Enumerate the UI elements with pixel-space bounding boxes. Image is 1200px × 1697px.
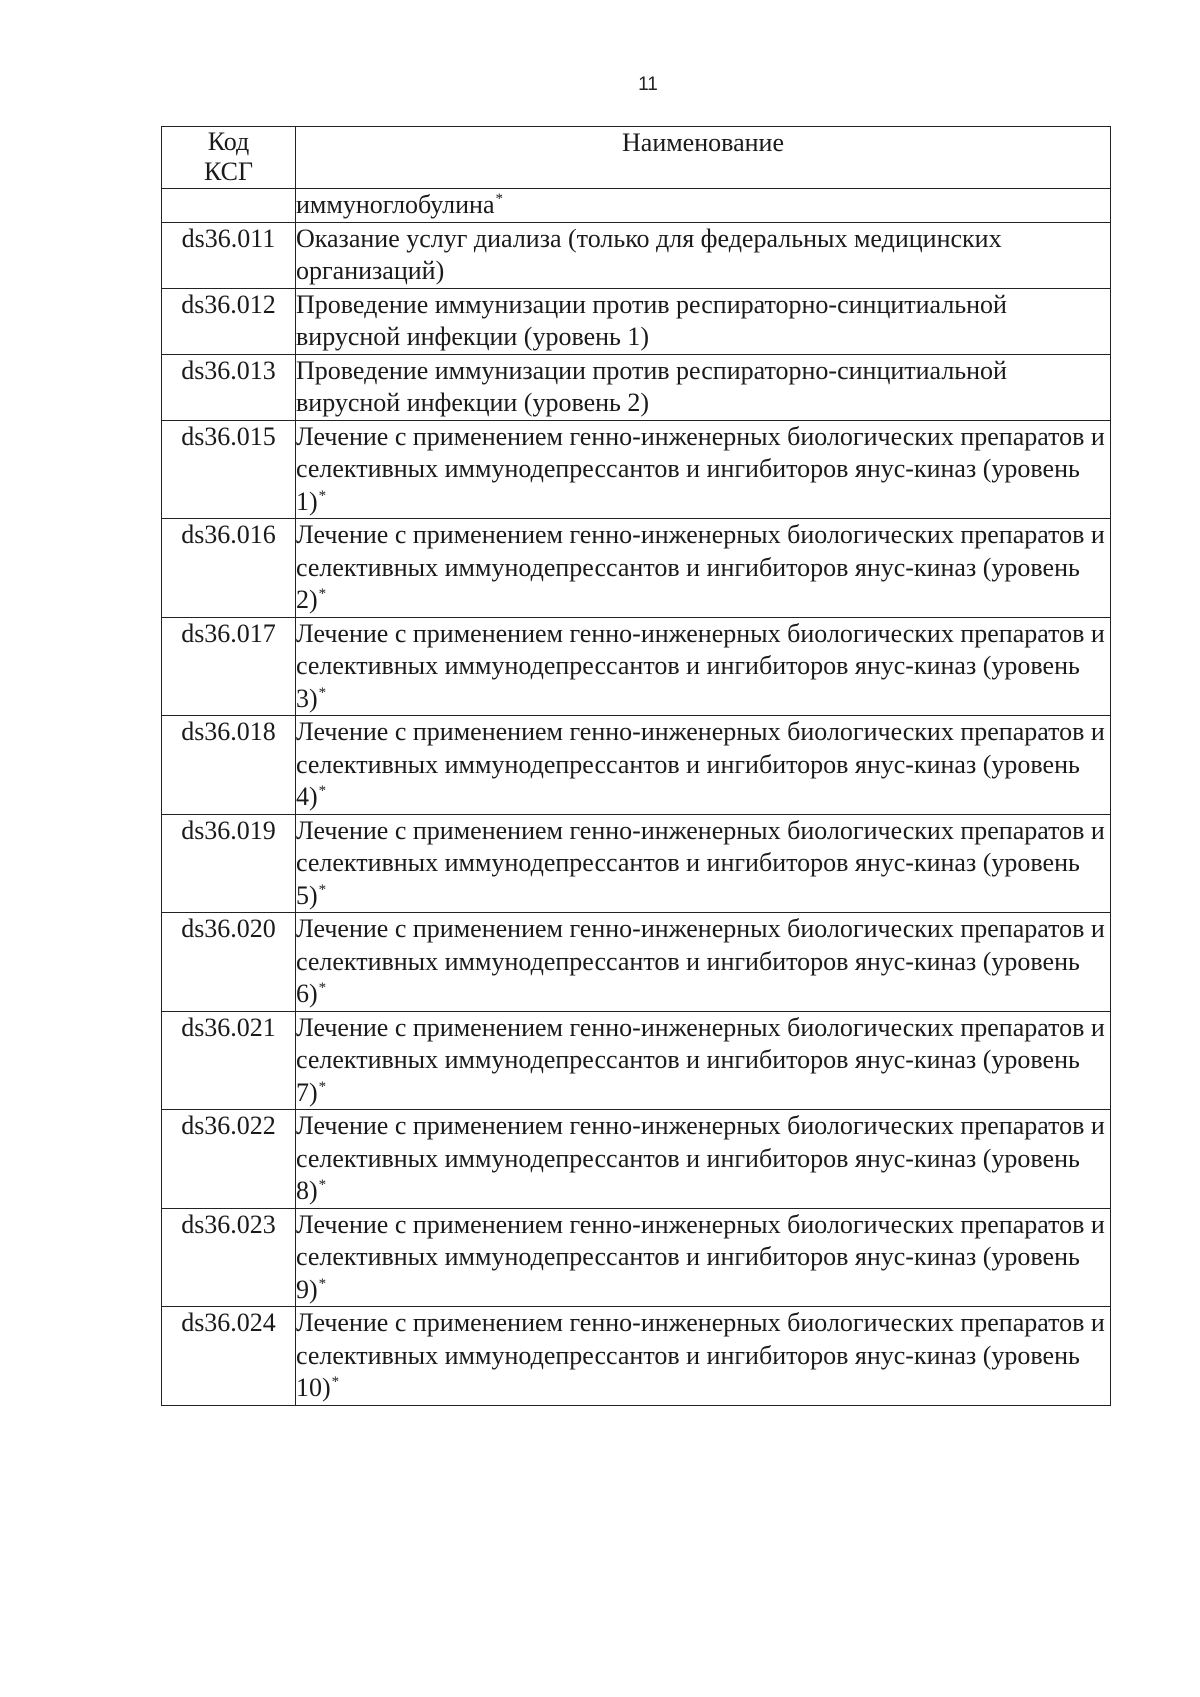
ksg-name-cell (296, 913, 1111, 1012)
footnote-marker: * (318, 783, 327, 800)
ksg-code: ds36.021 (162, 1011, 296, 1110)
ksg-name: Лечение с применением генно-инженерных биологических препаратов и селективных иммунодепрессантов и ингибиторов янус-киназ (уровень 4) (296, 717, 1105, 811)
ksg-name: Лечение с применением генно-инженерных биологических препаратов и селективных иммунодепрессантов и ингибиторов янус-киназ (уровень 5) (296, 815, 1105, 910)
ksg-code: ds36.019 (162, 814, 296, 913)
header-code-line1: Код (207, 127, 250, 156)
ksg-table (161, 126, 1111, 1406)
page-number: 11 (638, 74, 658, 95)
ksg-name-cell (296, 354, 1111, 420)
ksg-code: ds36.016 (162, 519, 296, 618)
footnote-marker: * (318, 684, 327, 701)
footnote-marker: * (331, 1374, 340, 1391)
ksg-name: Проведение иммунизации против респираторно-синцитиальной вирусной инфекции (уровень 2) (296, 355, 1007, 417)
ksg-code: ds36.022 (162, 1110, 296, 1209)
ksg-code: ds36.017 (162, 617, 296, 716)
ksg-code: ds36.011 (162, 222, 296, 288)
footnote-marker: * (318, 586, 327, 603)
header-code (162, 127, 296, 189)
ksg-code: ds36.020 (162, 913, 296, 1012)
table-row (162, 1110, 1111, 1209)
footnote-marker: * (318, 980, 327, 997)
table-row (162, 716, 1111, 815)
ksg-code: ds36.012 (162, 288, 296, 354)
ksg-name-cell (296, 288, 1111, 354)
footnote-marker: * (318, 1177, 327, 1194)
table-row (162, 1208, 1111, 1307)
ksg-name: Проведение иммунизации против респираторно-синцитиальной вирусной инфекции (уровень 1) (296, 289, 1007, 351)
table-row (162, 288, 1111, 354)
ksg-name-cell (296, 814, 1111, 913)
table-row (162, 913, 1111, 1012)
ksg-name-cell (296, 420, 1111, 519)
ksg-name: Лечение с применением генно-инженерных биологических препаратов и селективных иммунодепрессантов и ингибиторов янус-киназ (уровень 6) (296, 914, 1105, 1008)
table-row (162, 222, 1111, 288)
ksg-name-cell (296, 716, 1111, 815)
ksg-code: ds36.024 (162, 1307, 296, 1406)
ksg-name: Лечение с применением генно-инженерных биологических препаратов и селективных иммунодепрессантов и ингибиторов янус-киназ (уровень 9) (296, 1209, 1105, 1304)
footnote-marker: * (318, 1275, 327, 1292)
ksg-name: иммуноглобулина (296, 190, 495, 219)
table-row (162, 189, 1111, 223)
table-row (162, 1011, 1111, 1110)
header-code-line2: КСГ (203, 157, 254, 186)
table-row (162, 354, 1111, 420)
ksg-name: Лечение с применением генно-инженерных биологических препаратов и селективных иммунодепрессантов и ингибиторов янус-киназ (уровень 10) (296, 1308, 1105, 1402)
ksg-name: Лечение с применением генно-инженерных биологических препаратов и селективных иммунодепрессантов и ингибиторов янус-киназ (уровень 8) (296, 1111, 1105, 1205)
footnote-marker: * (318, 1078, 327, 1095)
ksg-name: Лечение с применением генно-инженерных биологических препаратов и селективных иммунодепрессантов и ингибиторов янус-киназ (уровень 1) (296, 421, 1105, 516)
table-row (162, 519, 1111, 618)
ksg-code (162, 189, 296, 223)
ksg-name-cell (296, 1011, 1111, 1110)
ksg-name: Лечение с применением генно-инженерных биологических препаратов и селективных иммунодепрессантов и ингибиторов янус-киназ (уровень 7) (296, 1012, 1105, 1107)
ksg-name-cell (296, 617, 1111, 716)
ksg-code: ds36.013 (162, 354, 296, 420)
footnote-marker: * (318, 487, 327, 504)
table-row (162, 814, 1111, 913)
table-body (162, 189, 1111, 1406)
ksg-name-cell (296, 519, 1111, 618)
table-row (162, 1307, 1111, 1406)
ksg-name: Лечение с применением генно-инженерных биологических препаратов и селективных иммунодепрессантов и ингибиторов янус-киназ (уровень 2) (296, 520, 1105, 614)
ksg-name-cell (296, 189, 1111, 223)
table-row (162, 617, 1111, 716)
ksg-code: ds36.015 (162, 420, 296, 519)
ksg-name: Лечение с применением генно-инженерных биологических препаратов и селективных иммунодепрессантов и ингибиторов янус-киназ (уровень 3) (296, 618, 1105, 713)
table-row (162, 420, 1111, 519)
table-header-row (162, 127, 1111, 189)
header-name: Наименование (296, 127, 1111, 189)
ksg-name-cell (296, 222, 1111, 288)
ksg-code: ds36.023 (162, 1208, 296, 1307)
ksg-code: ds36.018 (162, 716, 296, 815)
footnote-marker: * (318, 881, 327, 898)
ksg-name-cell (296, 1307, 1111, 1406)
ksg-name: Оказание услуг диализа (только для федеральных медицинских организаций) (296, 223, 1002, 285)
ksg-name-cell (296, 1208, 1111, 1307)
footnote-marker: * (495, 191, 503, 208)
ksg-name-cell (296, 1110, 1111, 1209)
